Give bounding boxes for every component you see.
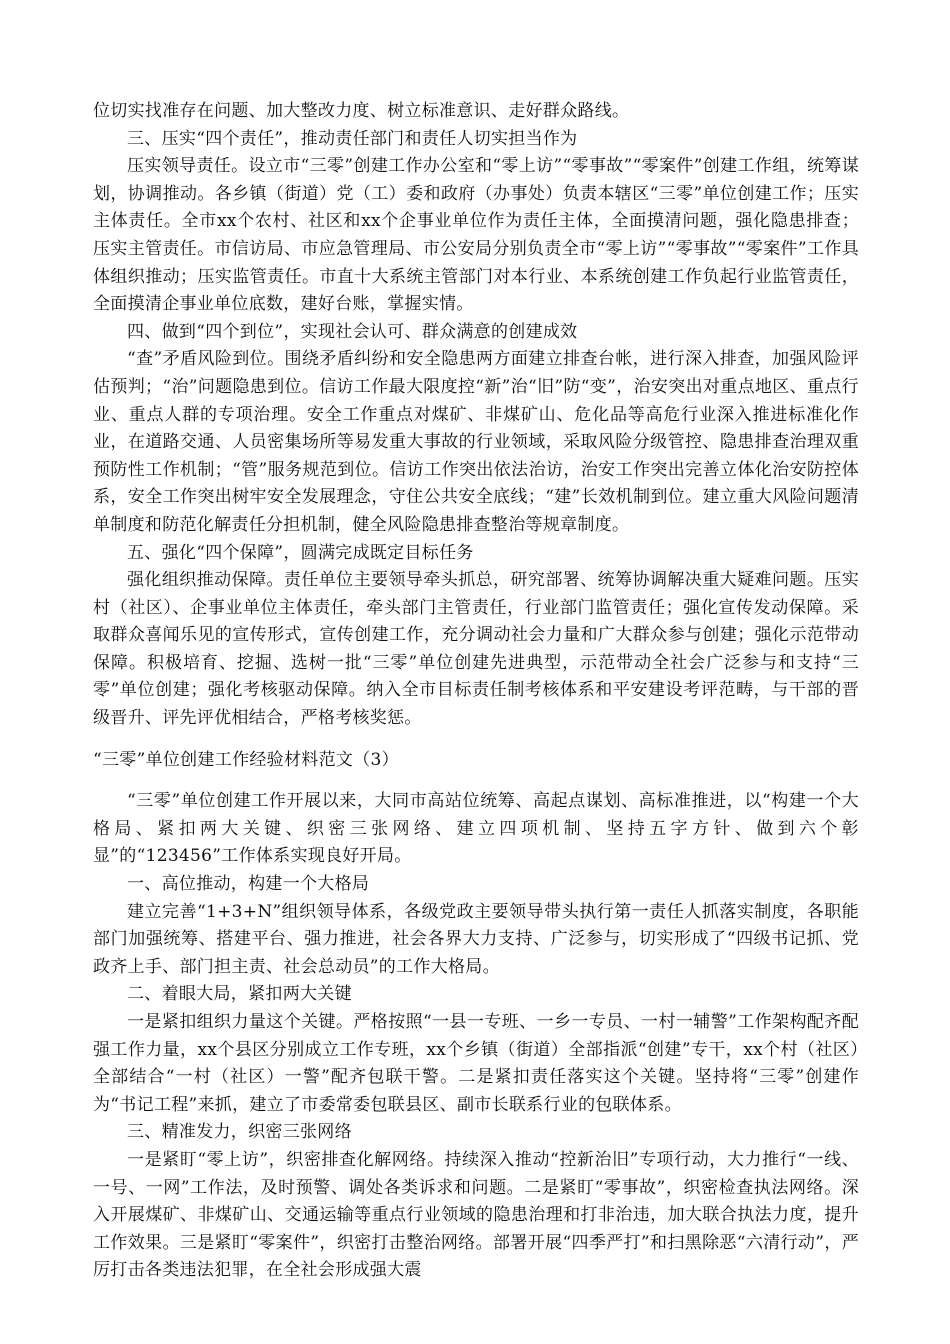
paragraph-big-pattern: 建立完善“1+3+N”组织领导体系，各级党政主要领导带头执行第一责任人抓落实制度，各职能部门加强统筹、搭建平台、强力推进，社会各界大力支持、广泛参与，切实形成了“四级书记抓、党政齐上手、部门担主责、社会总动员”的工作大格局。	[93, 901, 859, 977]
paragraph-continuation: 位切实找准存在问题、加大整改力度、树立标准意识、走好群众路线。	[93, 101, 630, 121]
section-heading-5: 五、强化“四个保障”，圆满完成既定目标任务	[127, 542, 474, 563]
paragraph-four-in-place: “查”矛盾风险到位。围绕矛盾纠纷和安全隐患两方面建立排查台帐，进行深入排查，加强风险评估预判；“治”问题隐患到位。信访工作最大限度控“新”治“旧”防“变”，治安突出对重点地区、重点行业、重点人群的专项治理。安全工作重点对煤矿、非煤矿山、危化品等高危行业深入推进标准化作业，在道路交通、人员密集场所等易发重大事故的行业领域，采取风险分级管控、隐患排查治理双重预防性工作机制；“管”服务规范到位。信访工作突出依法治访，治安工作突出完善立体化治安防控体系，安全工作突出树牢安全发展理念，守住公共安全底线；“建”长效机制到位。建立重大风险问题清单制度和防范化解责任分担机制，健全风险隐患排查整治等规章制度。	[93, 349, 859, 535]
document-page	[93, 98, 859, 1285]
section-heading-2: 二、着眼大局，紧扣两大关键	[127, 984, 352, 1005]
paragraph-intro: “三零”单位创建工作开展以来，大同市高站位统筹、高起点谋划、高标准推进，以“构建一个大格局、紧扣两大关键、织密三张网络、建立四项机制、坚持五字方针、做到六个彰显”的“123456”工作体系实现良好开局。	[93, 791, 859, 867]
paragraph-three-networks: 一是紧盯“零上访”，织密排查化解网络。持续深入推动“控新治旧”专项行动，大力推行“一线、一号、一网”工作法，及时预警、调处各类诉求和问题。二是紧盯“零事故”，织密检查执法网络。深入开展煤矿、非煤矿山、交通运输等重点行业领域的隐患治理和打非治违，加大联合执法力度，提升工作效果。三是紧盯“零案件”，织密打击整治网络。部署开展“四季严打”和扫黑除恶“六清行动”，严厉打击各类违法犯罪，在全社会形成强大震	[93, 1149, 859, 1281]
section-heading-3: 三、压实“四个责任”，推动责任部门和责任人切实担当作为	[127, 128, 578, 149]
section-heading-4: 四、做到“四个到位”，实现社会认可、群众满意的创建成效	[127, 321, 578, 342]
paragraph-responsibility: 压实领导责任。设立市“三零”创建工作办公室和“零上访”“零事故”“零案件”创建工作组，统筹谋划，协调推动。各乡镇（街道）党（工）委和政府（办事处）负责本辖区“三零”单位创建工作；压实主体责任。全市xx个农村、社区和xx个企事业单位作为责任主体，全面摸清问题，强化隐患排查；压实主管责任。市信访局、市应急管理局、市公安局分别负责全市“零上访”“零事故”“零案件”工作具体组织推动；压实监管责任。市直十大系统主管部门对本行业、本系统创建工作负起行业监管责任，全面摸清企事业单位底数，建好台账，掌握实情。	[93, 156, 859, 315]
document-title: “三零”单位创建工作经验材料范文（3）	[93, 749, 399, 770]
paragraph-guarantees: 强化组织推动保障。责任单位主要领导牵头抓总，研究部署、统筹协调解决重大疑难问题。压实村（社区）、企事业单位主体责任，牵头部门主管责任，行业部门监管责任；强化宣传发动保障。采取群众喜闻乐见的宣传形式，宣传创建工作，充分调动社会力量和广大群众参与创建；强化示范带动保障。积极培育、挖掘、选树一批“三零”单位创建先进典型，示范带动全社会广泛参与和支持“三零”单位创建；强化考核驱动保障。纳入全市目标责任制考核体系和平安建设考评范畴，与干部的晋级晋升、评先评优相结合，严格考核奖惩。	[93, 570, 859, 729]
section-heading-1: 一、高位推动，构建一个大格局	[127, 874, 370, 895]
paragraph-two-keys: 一是紧扣组织力量这个关键。严格按照“一县一专班、一乡一专员、一村一辅警”工作架构配齐配强工作力量，xx个县区分别成立工作专班，xx个乡镇（街道）全部指派“创建”专干，xx个村（社区）全部结合“一村（社区）一警”配齐包联干警。二是紧扣责任落实这个关键。坚持将“三零”创建作为“书记工程”来抓，建立了市委常委包联县区、副市长联系行业的包联体系。	[93, 1012, 859, 1115]
section-heading-3b: 三、精准发力，织密三张网络	[127, 1122, 352, 1143]
